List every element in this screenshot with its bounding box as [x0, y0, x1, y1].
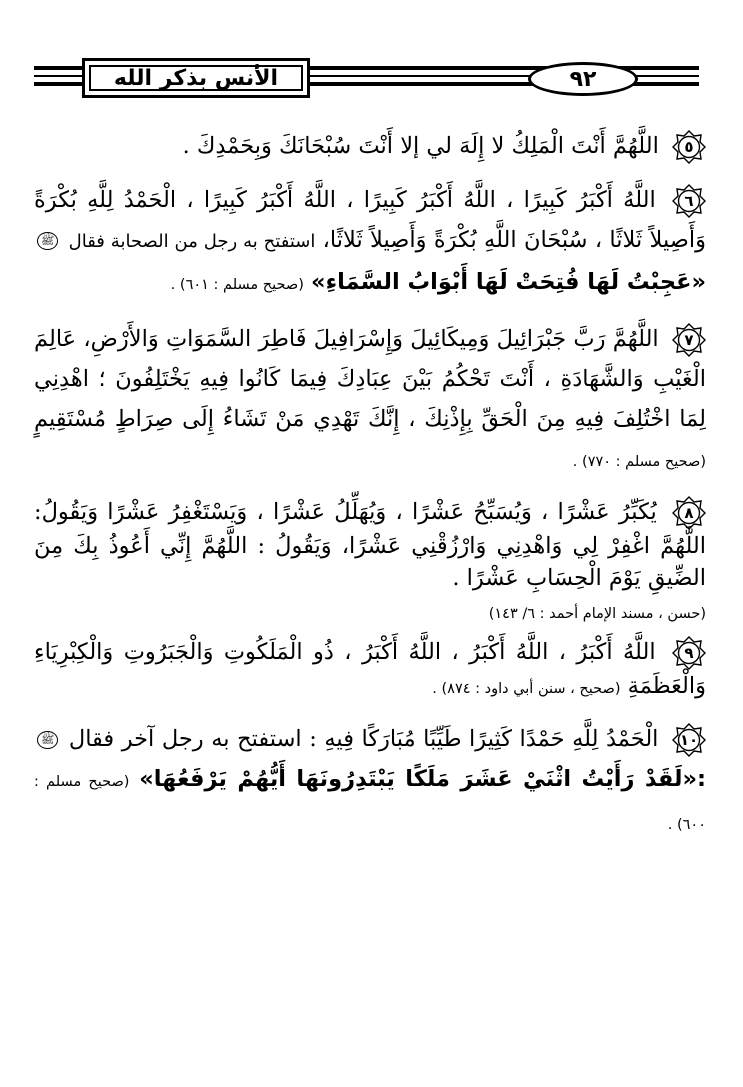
entry-number: ٦ — [684, 192, 694, 210]
source-reference: (صحيح ، سنن أبي داود : ٨٧٤) . — [432, 681, 621, 697]
number-badge — [672, 323, 706, 357]
entry-6 — [34, 180, 706, 305]
entry-text: الْحَمْدُ لِلَّهِ حَمْدًا كَثِيرًا طَيِّبًا مُبَارَكًا فِيهِ : استفتح به رجل آخر فقال — [68, 726, 659, 752]
entry-text: يُكَبِّرُ عَشْرًا ، وَيُسَبِّحُ عَشْرًا ، وَيُهَلِّلُ عَشْرًا ، وَيَسْتَغْفِرُ عَشْرًا وَيَقُولُ: اللَّهُمَّ اغْفِرْ لِي وَاهْدِنِي وَارْزُقْنِي عَشْرًا، وَيَقُولُ : اللَّهُمَّ إِنِّي أَعُوذُ بِكَ مِنَ الضِّيقِ يَوْمَ الْحِسَابِ عَشْرًا . — [34, 499, 706, 591]
entry-number: ٨ — [684, 504, 694, 522]
entry-7 — [34, 319, 706, 482]
page-number-oval — [528, 62, 638, 96]
number-badge — [672, 130, 706, 164]
page-content — [34, 126, 706, 859]
salla-glyph: ﷺ — [37, 232, 58, 250]
entry-text: اللَّهُمَّ رَبَّ جَبْرَائِيلَ وَمِيكَائِيلَ وَإِسْرَافِيلَ فَاطِرَ السَّمَوَاتِ وَالأَرْضِ، عَالِمَ الْغَيْبِ وَالشَّهَادَةِ ، أَنْتَ تَحْكُمُ بَيْنَ عِبَادِكَ فِيمَا كَانُوا فِيهِ يَخْتَلِفُونَ ؛ اهْدِنِي لِمَا اخْتُلِفَ فِيهِ مِنَ الْحَقِّ بِإِذْنِكَ ، إِنَّكَ تَهْدِي مَنْ تَشَاءُ إِلَى صِرَاطٍ مُسْتَقِيمٍ — [34, 326, 706, 432]
source-reference: (صحيح مسلم : ٧٧٠) . — [572, 454, 706, 470]
number-badge — [672, 496, 706, 530]
hadith-quote: «عَجِبْتُ لَهَا فُتِحَتْ لَهَا أَبْوَابُ السَّمَاءِ» — [311, 269, 706, 295]
number-badge — [672, 636, 706, 670]
source-reference: (صحيح مسلم : ٦٠١) . — [170, 277, 304, 293]
entry-number: ١٠ — [679, 731, 699, 749]
entry-number: ٥ — [684, 138, 694, 156]
entry-10 — [34, 719, 706, 845]
entry-text: اللَّهُ أَكْبَرُ ، اللَّهُ أَكْبَرُ ، اللَّهُ أَكْبَرُ ، ذُو الْمَلَكُوتِ وَالْجَبَرُوتِ وَالْكِبْرِيَاءِ وَالْعَظَمَةِ — [34, 639, 706, 699]
salla-glyph: ﷺ — [37, 731, 58, 749]
entry-8 — [34, 496, 706, 594]
hadith-quote: :«لَقَدْ رَأَيْتُ اثْنَيْ عَشَرَ مَلَكًا يَبْتَدِرُونَهَا أَيُّهُمْ يَرْفَعُهَا» — [139, 766, 707, 792]
entry-number: ٩ — [684, 644, 694, 662]
entry-number: ٧ — [684, 331, 694, 349]
entry-text: اللَّهُ أَكْبَرُ كَبِيرًا ، اللَّهُ أَكْبَرُ كَبِيرًا ، اللَّهُ أَكْبَرُ كَبِيرًا ، الْحَمْدُ لِلَّهِ بُكْرَةً وَأَصِيلاً ثَلاثًا ، سُبْحَانَ اللَّهِ بُكْرَةً وَأَصِيلاً ثَلاثًا، — [34, 187, 706, 253]
number-badge — [672, 723, 706, 757]
running-title-box — [82, 58, 310, 98]
entry-5 — [34, 126, 706, 166]
running-title: الأنس بذكر الله — [113, 65, 279, 91]
source-reference-line: (حسن ، مسند الإمام أحمد : ٦/ ١٤٣) — [488, 606, 706, 622]
number-badge — [672, 184, 706, 218]
entry-text: اللَّهُمَّ أَنْتَ الْمَلِكُ لا إِلَهَ لي إلا أَنْتَ سُبْحَانَكَ وَبِحَمْدِكَ . — [182, 133, 659, 159]
entry-9 — [34, 636, 706, 705]
source-reference: (صحيح مسلم : ٦٠٠) . — [34, 774, 706, 833]
page-header — [34, 58, 699, 110]
page-number: ٩٢ — [569, 66, 597, 92]
narration-text: استفتح به رجل من الصحابة فقال — [68, 231, 316, 252]
